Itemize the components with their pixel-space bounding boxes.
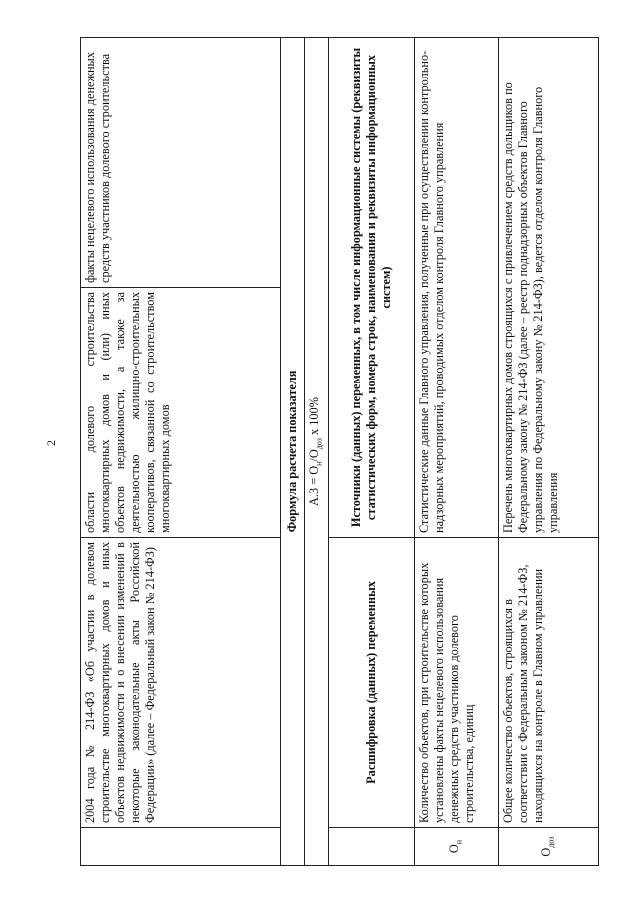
page-number: 2 [44,440,58,446]
table-row-variable-on [415,38,499,866]
table-row-formula-header [281,38,305,866]
formula-sub-doz: доз [314,438,324,450]
table-row-variable-odoz [499,38,599,866]
rotated-table-sheet [80,38,598,866]
empty-cell [329,828,415,866]
decode-header: Расшифровка (данных) переменных [329,538,415,828]
law-text-cell: 2004 года № 214-ФЗ «Об участии в долевом строительстве многоквартирных домов и иных объектов недвижимости и о внесении изменений в некоторые законодательные акты Российской Федерации» (далее – Федеральный закон № 214-ФЗ) [81,538,281,828]
variable-odoz [499,828,599,866]
formula-mid: /О [307,449,321,462]
variable-odoz-main: О [539,847,554,857]
table-row-formula [305,38,329,866]
indicator-table [80,37,599,866]
variable-odoz-source: Перечень многоквартирных домов строящихся с привлечением средств дольщиков по Федеральному закону № 214-ФЗ (далее – реестр поднадзорных объектов Главного управления по Федеральному закону № 214-ФЗ), ведется отделом контроля Главного управления [499,38,599,538]
variable-on-main: О [447,844,462,854]
formula-rhs: х 100% [307,397,321,439]
variable-on [415,828,499,866]
facts-text-cell: факты нецелевого использования денежных средств участников долевого строительства [81,38,281,288]
formula-sub-n: н [314,461,324,466]
variable-on-source: Статистические данные Главного управления, полученные при осуществлении контрольно-надзорных мероприятий, проводимых отделом контроля Главного управления [415,38,499,538]
empty-cell [81,828,281,866]
formula-lhs: А.3 = О [307,465,321,506]
source-header: Источники (данных) переменных, в том числе информационные системы (реквизиты статистических форм, номера строк, наименования и реквизиты информационных систем) [329,38,415,538]
variable-on-sub: н [454,839,464,845]
variable-on-decode: Количество объектов, при строительстве которых установлены факты нецелевого использования денежных средств участников долевого строительства, единиц [415,538,499,828]
table-row-column-headers [329,38,415,866]
formula-cell [305,38,329,866]
area-text-cell: области долевого строительства многоквартирных домов и (или) иных объектов недвижимости, а также за деятельностью жилищно-строительных кооперативов, связанной со строительством многоквартирных домов [81,288,281,538]
table-row-law [81,38,281,866]
variable-odoz-decode: Общее количество объектов, строящихся в соответствии с Федеральным законом № 214-ФЗ, находящихся на контроле в Главном управлении [499,538,599,828]
formula-header: Формула расчета показателя [281,38,305,866]
variable-odoz-sub: доз [546,836,556,848]
